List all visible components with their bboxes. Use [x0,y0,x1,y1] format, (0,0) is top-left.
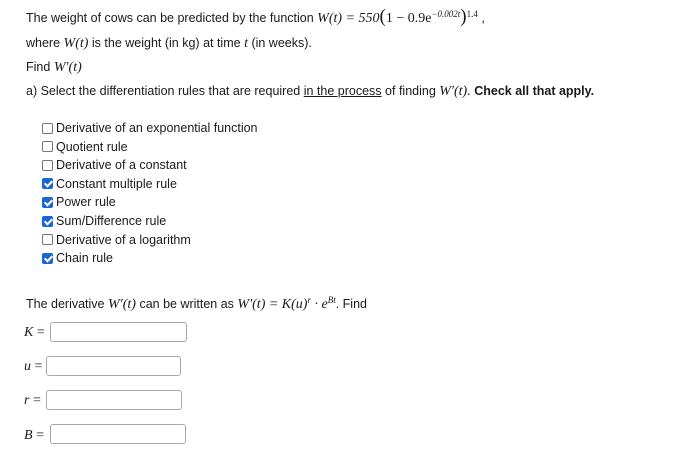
derivative-sup-bt: Bt [327,295,336,305]
part-a-instruction: Check all that apply. [474,84,595,98]
label-u: u = [24,359,43,374]
rule-option-label: Derivative of an exponential function [56,121,258,135]
derivative-expr2: W′(t) = K(u) [237,297,308,313]
checkbox-unchecked[interactable] [42,123,53,134]
function-inner: 1 − 0.9e [385,11,432,26]
rule-option[interactable] [42,139,128,155]
u-input[interactable] [46,356,181,376]
rule-option[interactable] [42,157,187,173]
derivative-post: . Find [335,297,367,312]
r-input[interactable] [46,390,182,410]
intro-line: The weight of cows can be predicted by the function $W(t) = 550(1 - 0.9e^{-0.002t})^{1.4}$ , [26,6,485,27]
part-a-expr: W′(t). [439,84,471,99]
part-a-prompt [26,84,594,100]
rule-option[interactable] [42,176,177,192]
rule-option-label: Sum/Difference rule [56,214,167,228]
where-var: W(t) [63,36,89,51]
rule-option[interactable] [42,120,258,136]
where-mid: is the weight (in kg) at time [91,36,241,50]
where-t: t [244,36,248,51]
intro-text: The weight of cows can be predicted by the function [26,11,314,25]
part-a-pre: a) Select the differentiation rules that are required [26,84,301,98]
b-input[interactable] [50,424,186,444]
where-line [26,36,312,52]
checkbox-unchecked[interactable] [42,160,53,171]
rule-option-label: Derivative of a constant [56,158,187,173]
part-a-underlined: in the process [303,84,382,98]
rule-option-label: Constant multiple rule [56,176,177,191]
rule-option-label: Derivative of a logarithm [56,232,191,247]
derivative-expr1: W′(t) [108,297,136,313]
label-r: r = [24,393,41,408]
label-b: B = [24,428,44,443]
function-inner-exponent: −0.002t [431,8,461,19]
function-lhs: W(t) = 550 [317,11,380,26]
rule-option[interactable] [42,250,113,266]
checkbox-checked[interactable] [42,178,53,189]
rule-option-label: Power rule [56,195,116,210]
find-line [26,60,82,76]
where-pre: where [26,36,61,50]
intro-comma: , [481,11,485,25]
k-input[interactable] [50,322,187,342]
derivative-mid: can be written as [139,297,234,312]
where-post: (in weeks). [251,36,312,50]
checkbox-checked[interactable] [42,216,53,227]
checkbox-checked[interactable] [42,253,53,264]
rule-option[interactable] [42,194,116,210]
function-outer-exponent: 1.4 [466,8,478,19]
find-pre: Find [26,60,51,74]
derivative-dot-e: · e [311,297,328,313]
rule-option[interactable] [42,213,166,229]
rule-option[interactable] [42,232,191,248]
derivative-pre: The derivative [26,297,105,312]
label-k: K = [24,325,45,340]
rule-option-label: Quotient rule [56,139,128,154]
part-a-mid: of finding [385,84,436,98]
derivative-sup-r: r [307,295,311,305]
checkbox-unchecked[interactable] [42,234,53,245]
checkbox-unchecked[interactable] [42,141,53,152]
checkbox-checked[interactable] [42,197,53,208]
find-expr: W′(t) [53,60,82,75]
derivative-line [26,295,367,313]
rule-option-label: Chain rule [56,251,113,266]
